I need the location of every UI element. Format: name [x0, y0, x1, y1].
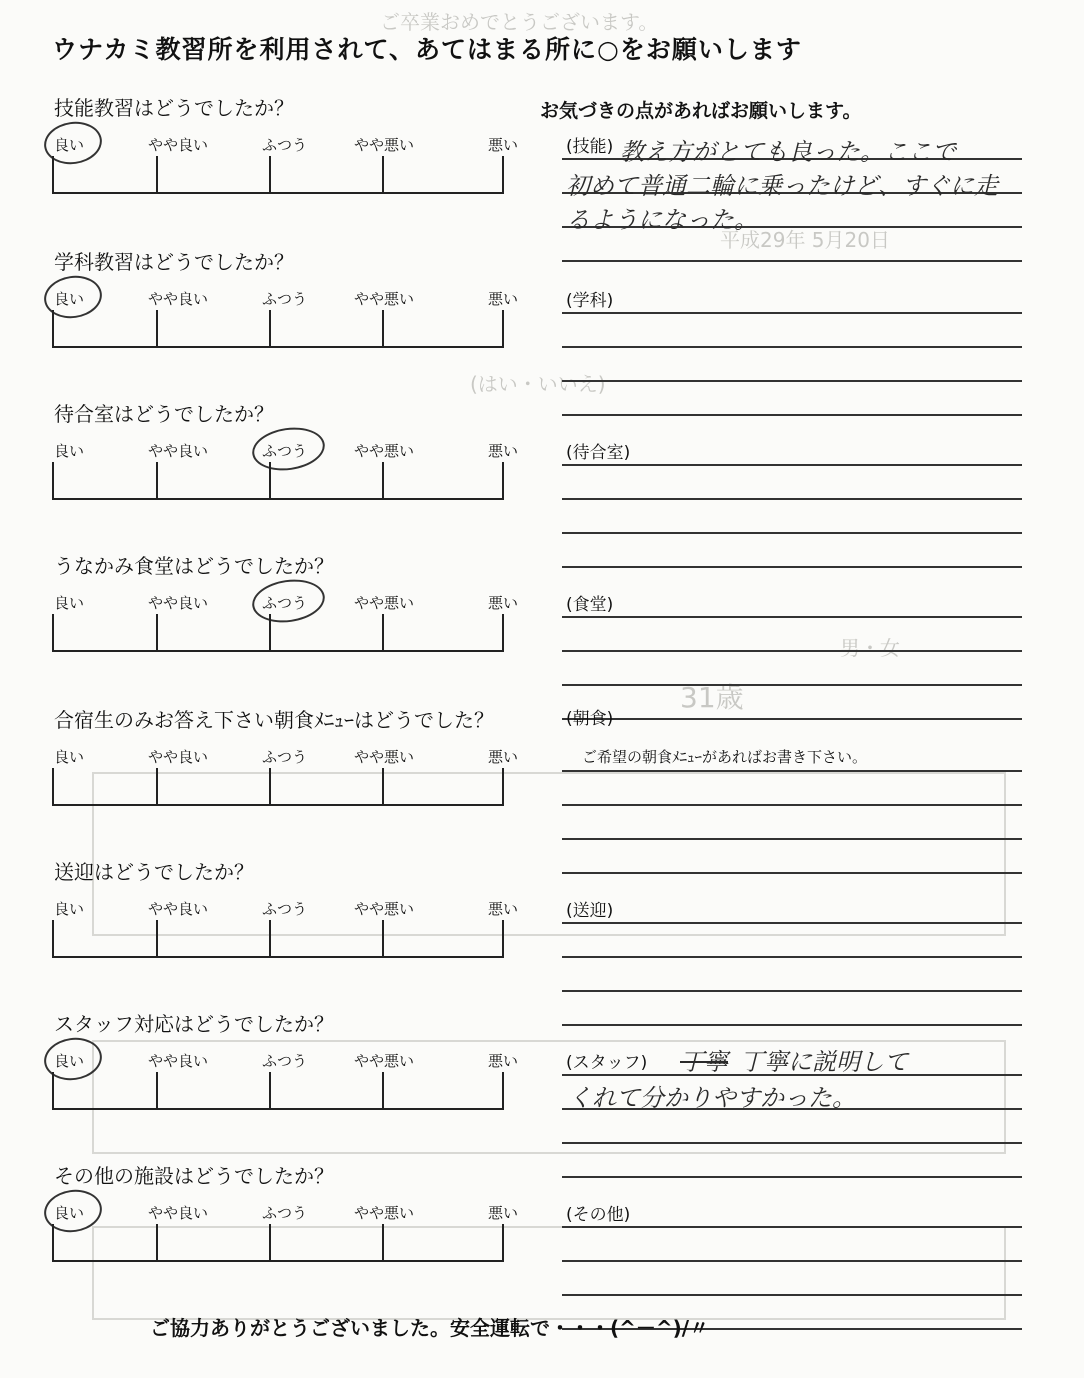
- rating-scale: [52, 1224, 504, 1262]
- question-text: スタッフ対応はどうでしたか？: [54, 1012, 334, 1036]
- scale-label[interactable]: 悪い: [488, 290, 519, 308]
- scale-label[interactable]: やや良い: [148, 1204, 209, 1222]
- handwritten-comment: くれて分かりやすかった。: [568, 1084, 856, 1112]
- comment-line[interactable]: [562, 872, 1022, 874]
- comment-line[interactable]: [562, 1260, 1022, 1262]
- scale-label[interactable]: 良い: [54, 1052, 85, 1070]
- scale-label[interactable]: 良い: [54, 594, 85, 612]
- comment-line[interactable]: [562, 1142, 1022, 1144]
- rating-scale: [52, 614, 504, 652]
- scale-tick: [156, 1224, 158, 1260]
- scale-label[interactable]: やや悪い: [354, 900, 415, 918]
- rating-scale: [52, 156, 504, 194]
- rating-scale: [52, 1072, 504, 1110]
- scale-label[interactable]: ふつう: [262, 442, 308, 460]
- question-text: 合宿生のみお答え下さい朝食ﾒﾆｭｰはどうでした？: [54, 708, 494, 732]
- struck-out-text: 丁寧: [680, 1048, 728, 1076]
- scale-label[interactable]: 良い: [54, 1204, 85, 1222]
- scale-label[interactable]: やや良い: [148, 900, 209, 918]
- question-text: 学科教習はどうでしたか？: [54, 250, 294, 274]
- comment-label: ご希望の朝食ﾒﾆｭｰがあればお書き下さい。: [582, 748, 868, 766]
- scale-tick: [269, 1224, 271, 1260]
- scale-label[interactable]: 良い: [54, 136, 85, 154]
- scale-label[interactable]: やや良い: [148, 594, 209, 612]
- scale-tick: [156, 156, 158, 192]
- scale-tick: [156, 1072, 158, 1108]
- scale-label[interactable]: 悪い: [488, 136, 519, 154]
- scale-label[interactable]: やや悪い: [354, 1204, 415, 1222]
- comment-label: (食堂): [566, 595, 614, 615]
- scale-tick: [269, 310, 271, 346]
- rating-scale: [52, 310, 504, 348]
- comment-line[interactable]: [562, 804, 1022, 806]
- page-title: ウナカミ教習所を利用されて、あてはまる所に○をお願いします: [52, 35, 802, 64]
- comment-line[interactable]: [562, 566, 1022, 568]
- scale-tick: [382, 614, 384, 650]
- bleed-through-text: 平成29年 5月20日: [720, 228, 890, 252]
- bleed-through-text: ご卒業おめでとうございます。: [380, 10, 659, 34]
- comment-line[interactable]: [562, 770, 1022, 772]
- comment-line[interactable]: [562, 464, 1022, 466]
- scale-label[interactable]: 良い: [54, 290, 85, 308]
- scale-label[interactable]: ふつう: [262, 136, 308, 154]
- comment-line[interactable]: [562, 1176, 1022, 1178]
- scale-tick: [382, 920, 384, 956]
- scale-label[interactable]: 良い: [54, 748, 85, 766]
- comment-line[interactable]: [562, 650, 1022, 652]
- scale-label[interactable]: ふつう: [262, 748, 308, 766]
- scale-label[interactable]: 悪い: [488, 748, 519, 766]
- question-text: 技能教習はどうでしたか？: [54, 96, 294, 120]
- bleed-through-text: (はい・いいえ): [470, 372, 606, 396]
- bleed-through-text: 男・女: [840, 636, 900, 660]
- comment-line[interactable]: [562, 956, 1022, 958]
- comment-label: (技能): [566, 137, 614, 157]
- scale-label[interactable]: 悪い: [488, 1052, 519, 1070]
- rating-scale: [52, 768, 504, 806]
- scale-tick: [382, 1224, 384, 1260]
- scale-tick: [269, 1072, 271, 1108]
- handwritten-comment: 初めて普通二輪に乗ったけど、すぐに走: [566, 172, 998, 200]
- scale-tick: [382, 768, 384, 804]
- handwritten-comment: 丁寧に説明して: [740, 1048, 908, 1076]
- scale-label[interactable]: 悪い: [488, 594, 519, 612]
- scale-label[interactable]: やや良い: [148, 442, 209, 460]
- scale-tick: [269, 920, 271, 956]
- scale-tick: [269, 156, 271, 192]
- handwritten-comment: るようになった。: [566, 206, 758, 234]
- question-text: 待合室はどうでしたか？: [54, 402, 274, 426]
- scale-label[interactable]: ふつう: [262, 900, 308, 918]
- comment-line[interactable]: [562, 380, 1022, 382]
- scale-label[interactable]: やや悪い: [354, 594, 415, 612]
- comment-line[interactable]: [562, 532, 1022, 534]
- comment-label: (待合室): [566, 443, 631, 463]
- scale-label[interactable]: やや悪い: [354, 136, 415, 154]
- scale-label[interactable]: やや良い: [148, 136, 209, 154]
- comment-line[interactable]: [562, 684, 1022, 686]
- scale-label[interactable]: 悪い: [488, 900, 519, 918]
- comment-line[interactable]: [562, 498, 1022, 500]
- comment-line[interactable]: [562, 1294, 1022, 1296]
- scale-tick: [156, 462, 158, 498]
- scale-label[interactable]: やや悪い: [354, 442, 415, 460]
- footer-message: ご協力ありがとうございました。安全運転で・・・(^－^)/〃: [150, 1316, 710, 1340]
- scale-label[interactable]: やや悪い: [354, 748, 415, 766]
- comment-line[interactable]: [562, 718, 1022, 720]
- comment-line[interactable]: [562, 414, 1022, 416]
- comment-line[interactable]: [562, 922, 1022, 924]
- scale-label[interactable]: ふつう: [262, 1204, 308, 1222]
- question-text: うなかみ食堂はどうでしたか？: [54, 554, 334, 578]
- comment-line[interactable]: [562, 346, 1022, 348]
- scale-tick: [156, 768, 158, 804]
- comment-line[interactable]: [562, 260, 1022, 262]
- comment-label: (送迎): [566, 901, 614, 921]
- scale-tick: [382, 156, 384, 192]
- comment-label: (その他): [566, 1205, 631, 1225]
- question-text: その他の施設はどうでしたか？: [54, 1164, 334, 1188]
- question-suffix: (朝食): [566, 709, 614, 729]
- scale-label[interactable]: やや悪い: [354, 1052, 415, 1070]
- comment-line[interactable]: [562, 1024, 1022, 1026]
- comment-line[interactable]: [562, 312, 1022, 314]
- comment-line[interactable]: [562, 616, 1022, 618]
- scale-tick: [382, 462, 384, 498]
- rating-scale: [52, 920, 504, 958]
- scale-label[interactable]: やや良い: [148, 1052, 209, 1070]
- scale-label[interactable]: ふつう: [262, 290, 308, 308]
- scale-tick: [269, 614, 271, 650]
- rating-scale: [52, 462, 504, 500]
- scale-tick: [269, 768, 271, 804]
- scale-label[interactable]: 良い: [54, 900, 85, 918]
- comment-label: (スタッフ): [566, 1053, 648, 1073]
- scale-tick: [382, 310, 384, 346]
- scale-label[interactable]: やや良い: [148, 290, 209, 308]
- scale-label[interactable]: ふつう: [262, 1052, 308, 1070]
- scale-label[interactable]: 悪い: [488, 442, 519, 460]
- comment-line[interactable]: [562, 838, 1022, 840]
- scale-tick: [269, 462, 271, 498]
- comment-line[interactable]: [562, 1226, 1022, 1228]
- scale-label[interactable]: やや悪い: [354, 290, 415, 308]
- handwritten-comment: 教え方がとても良った。ここで: [620, 138, 956, 166]
- bleed-through-text: 31歳: [680, 681, 744, 714]
- comment-line[interactable]: [562, 990, 1022, 992]
- scale-tick: [382, 1072, 384, 1108]
- question-text: 送迎はどうでしたか？: [54, 860, 254, 884]
- comment-header: お気づきの点があればお願いします。: [540, 100, 862, 122]
- scale-tick: [156, 920, 158, 956]
- comment-label: (学科): [566, 291, 614, 311]
- scale-tick: [156, 614, 158, 650]
- scale-label[interactable]: 良い: [54, 442, 85, 460]
- scale-label[interactable]: ふつう: [262, 594, 308, 612]
- scale-label[interactable]: やや良い: [148, 748, 209, 766]
- scale-label[interactable]: 悪い: [488, 1204, 519, 1222]
- scale-tick: [156, 310, 158, 346]
